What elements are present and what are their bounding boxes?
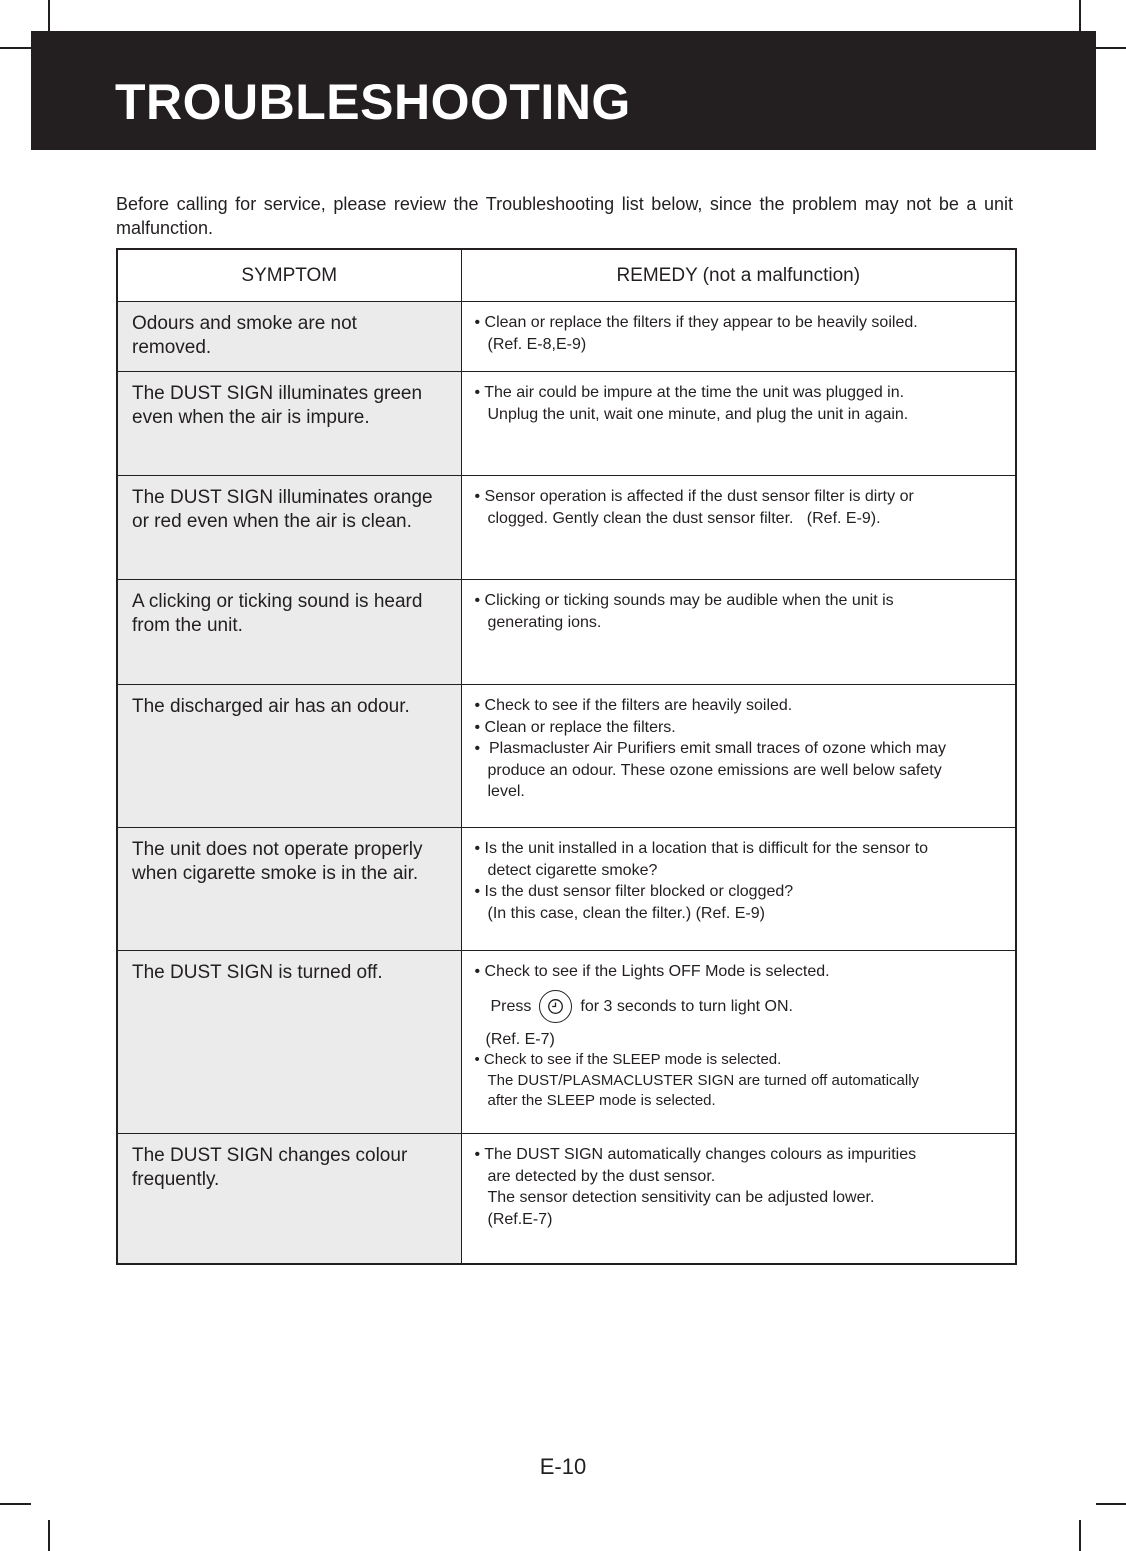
symptom-line: even when the air is impure. [132,407,370,428]
remedy-cell [461,580,1016,685]
table-header-row [117,249,1016,302]
crop-mark [1096,47,1126,49]
table-row [117,580,1016,685]
remedy-line: • The DUST SIGN automatically changes colours as impurities [474,1146,917,1163]
remedy-line: after the SLEEP mode is selected. [487,1092,716,1109]
symptom-line: The DUST SIGN illuminates green [132,383,423,404]
remedy-line: • Is the unit installed in a location that is difficult for the sensor to [474,840,929,857]
remedy-line: • Check to see if the Lights OFF Mode is selected. [474,963,830,980]
symptom-line: Odours and smoke are not [132,313,357,334]
remedy-cell [461,828,1016,951]
remedy-line: clogged. Gently clean the dust sensor filter. (Ref. E-9). [487,509,881,527]
symptom-line: The unit does not operate properly [132,839,423,860]
remedy-cell [461,476,1016,580]
remedy-line: (Ref. E-7) [485,1030,555,1048]
table-row [117,951,1016,1134]
troubleshooting-table [116,248,1017,1265]
crop-mark [1079,1520,1081,1551]
symptom-line: The DUST SIGN illuminates orange [132,487,433,508]
remedy-line: • Clean or replace the filters if they appear to be heavily soiled. [474,314,918,331]
remedy-line: level. [487,783,525,800]
clock-icon [547,998,564,1015]
symptom-line: from the unit. [132,615,243,636]
symptom-line: The DUST SIGN changes colour [132,1145,408,1166]
press-label: Press [490,997,532,1015]
symptom-line: frequently. [132,1169,220,1190]
remedy-cell [461,372,1016,476]
table-row [117,1134,1016,1264]
header-bar [31,31,1096,150]
remedy-line: (Ref. E-8,E-9) [487,335,587,353]
remedy-line: • Clicking or ticking sounds may be audible when the unit is [474,592,894,609]
crop-mark [48,1520,50,1551]
crop-mark [48,0,50,31]
symptom-line: when cigarette smoke is in the air. [132,863,419,884]
page-title: TROUBLESHOOTING [115,74,631,130]
page-number: E-10 [539,1454,587,1479]
remedy-line: • The air could be impure at the time the unit was plugged in. [474,384,905,401]
remedy-cell [461,302,1016,372]
remedy-line: • Check to see if the filters are heavily soiled. [474,697,793,714]
remedy-line: (Ref.E-7) [487,1210,553,1228]
table-row [117,685,1016,828]
remedy-line: The sensor detection sensitivity can be adjusted lower. [487,1189,875,1206]
remedy-cell [461,951,1016,1134]
table-row [117,302,1016,372]
remedy-line: The DUST/PLASMACLUSTER SIGN are turned off automatically [487,1071,920,1089]
symptom-cell [117,951,461,1134]
press-suffix: for 3 seconds to turn light ON. [580,997,793,1015]
table-row [117,828,1016,951]
remedy-line: (In this case, clean the filter.) (Ref. E-9) [487,904,765,922]
remedy-line: • Sensor operation is affected if the dust sensor filter is dirty or [474,488,914,505]
symptom-line: or red even when the air is clean. [132,511,412,532]
table-row [117,372,1016,476]
symptom-cell [117,476,461,580]
symptom-cell [117,372,461,476]
crop-mark [1079,0,1081,31]
symptom-line: removed. [132,337,212,358]
crop-mark [0,47,31,49]
symptom-cell [117,1134,461,1264]
intro-text: Before calling for service, please review the Troubleshooting list below, since the problem may not be a unit malfunction. [116,194,1013,238]
symptom-header: SYMPTOM [117,249,461,302]
crop-mark [0,1503,31,1505]
timer-button-icon [539,990,572,1023]
remedy-cell [461,685,1016,828]
remedy-header: REMEDY (not a malfunction) [461,249,1016,302]
symptom-cell [117,828,461,951]
symptom-line: A clicking or ticking sound is heard [132,591,423,612]
table-row [117,476,1016,580]
crop-mark [1096,1503,1126,1505]
remedy-line: are detected by the dust sensor. [487,1167,716,1185]
symptom-cell [117,580,461,685]
remedy-line: • Clean or replace the filters. [474,718,676,736]
remedy-line: Unplug the unit, wait one minute, and plug the unit in again. [487,405,909,423]
symptom-line: The discharged air has an odour. [132,696,410,717]
remedy-line: • Check to see if the SLEEP mode is selected. [474,1051,782,1068]
press-instruction [475,987,1006,1027]
symptom-cell [117,302,461,372]
remedy-line: detect cigarette smoke? [487,861,658,879]
remedy-line: generating ions. [487,613,602,631]
remedy-line: • Is the dust sensor filter blocked or clogged? [474,883,794,900]
symptom-cell [117,685,461,828]
remedy-cell [461,1134,1016,1264]
symptom-line: The DUST SIGN is turned off. [132,962,383,983]
remedy-line: produce an odour. These ozone emissions are well below safety [487,761,942,779]
remedy-line: • Plasmacluster Air Purifiers emit small traces of ozone which may [474,740,947,757]
